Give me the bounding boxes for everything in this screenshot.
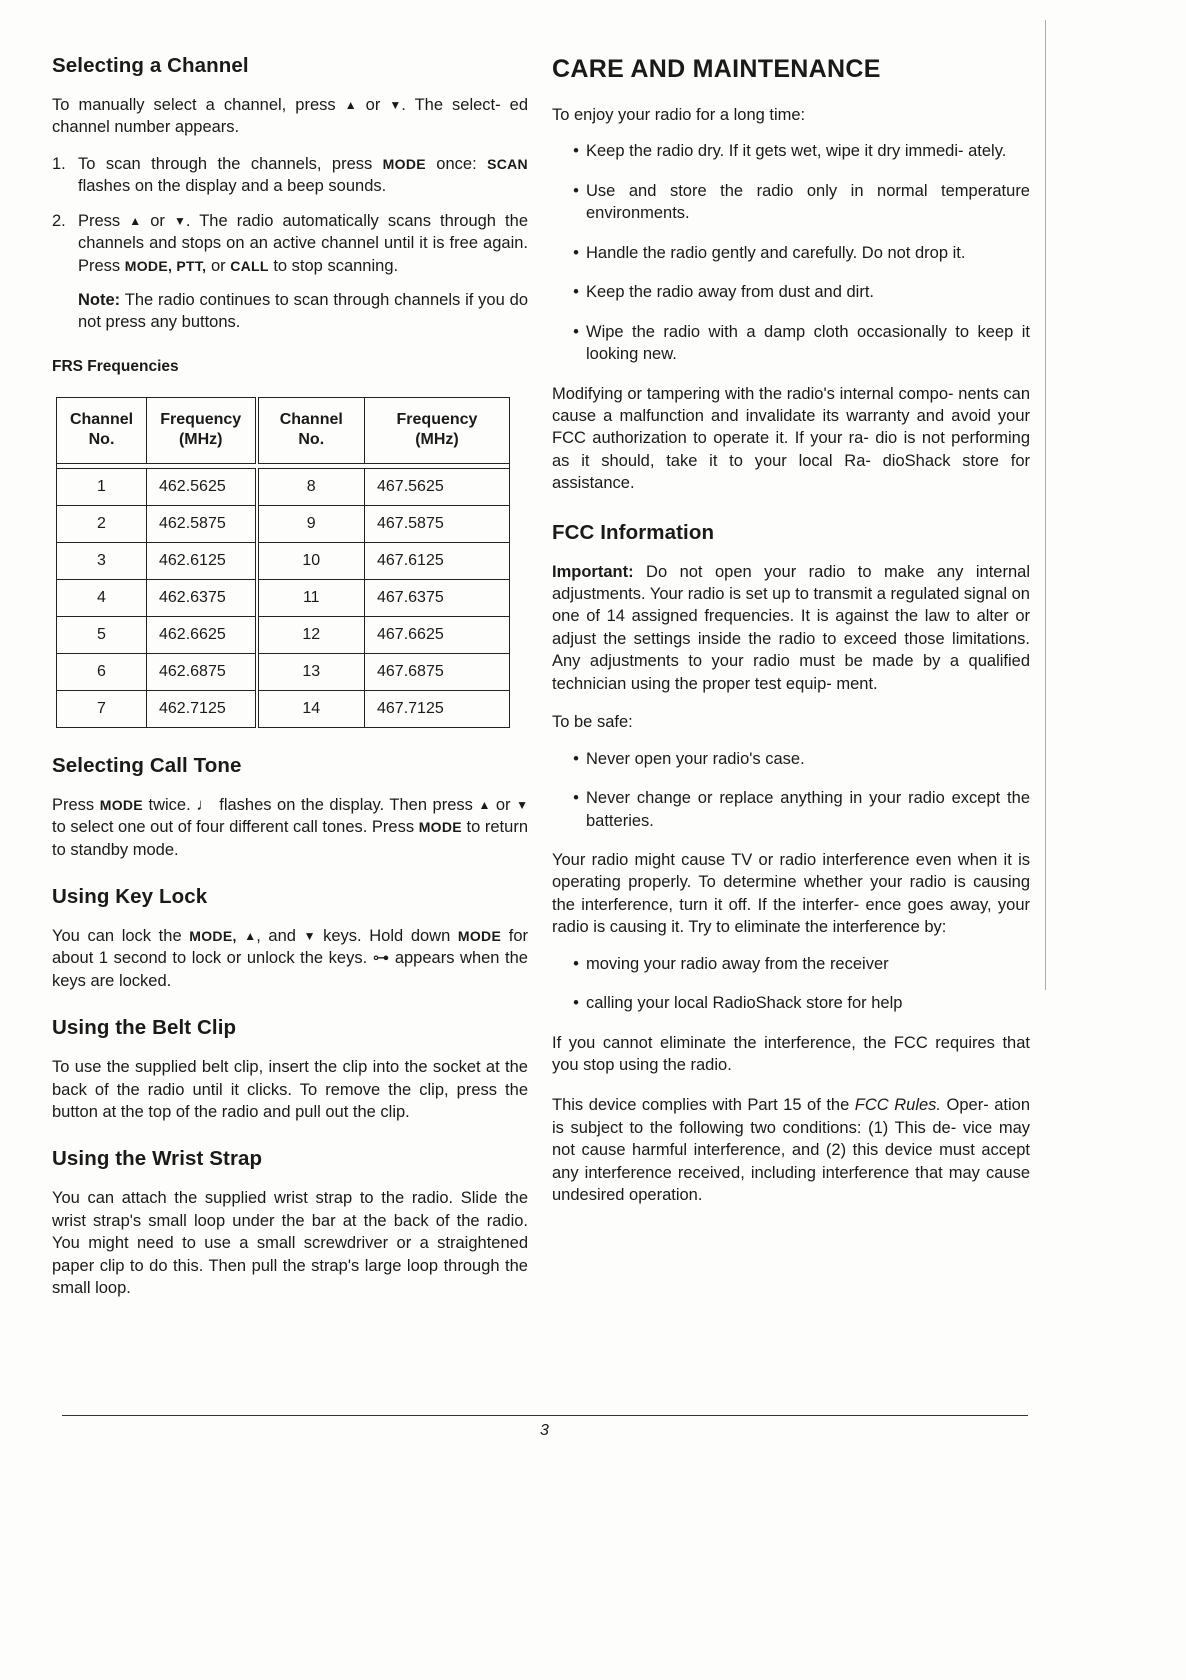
wrist-strap-text: You can attach the supplied wrist strap to the radio. Slide the wrist strap's small loop under the bar at the back of the radio. You might need to use a small screwdriver or a straightened paper clip to do this. Then pull the strap's large loop through the small loop. bbox=[52, 1189, 528, 1298]
fcc-safe-intro: To be safe: bbox=[552, 713, 633, 732]
frequency-cell: 462.6375 bbox=[147, 579, 257, 616]
list-item: • moving your radio away from the receiver bbox=[552, 953, 1030, 975]
bullet-icon: • bbox=[573, 322, 579, 341]
channel-cell: 9 bbox=[257, 505, 365, 542]
channel-cell: 6 bbox=[57, 653, 147, 690]
list-item: • calling your local RadioShack store for help bbox=[552, 992, 1030, 1014]
key-lock-text: You can lock the MODE, ▲, and ▼ keys. Hold down MODE for about 1 second to lock or unlock the keys. ⊶ appears when the keys are locked. bbox=[52, 926, 529, 990]
care-bullet-list bbox=[552, 140, 1030, 365]
bullet-icon: • bbox=[573, 142, 579, 161]
scan-display-label: SCAN bbox=[487, 155, 528, 172]
frequency-cell: 467.6875 bbox=[365, 653, 510, 690]
call-tone-heading: Selecting Call Tone bbox=[52, 753, 242, 777]
channel-cell: 10 bbox=[257, 542, 365, 579]
fcc-heading: FCC Information bbox=[552, 520, 715, 544]
safe-bullet-list bbox=[552, 748, 1030, 832]
bullet-icon: • bbox=[573, 749, 579, 768]
wrist-strap-section bbox=[52, 1145, 528, 1299]
care-heading: CARE AND MAINTENANCE bbox=[552, 55, 881, 83]
down-arrow-icon: ▼ bbox=[389, 97, 402, 112]
bullet-icon: • bbox=[573, 789, 579, 808]
list-item: • Handle the radio gently and carefully. Do not drop it. bbox=[552, 242, 1030, 264]
belt-clip-section bbox=[52, 1014, 528, 1123]
call-tone-text: Press MODE twice. ♩ flashes on the display. Then press ▲ or ▼ to select one out of four different call tones. Press MODE to return to standby mode. bbox=[52, 795, 528, 859]
list-item: • Wipe the radio with a damp cloth occasionally to keep it looking new. bbox=[552, 321, 1030, 366]
mode-key-label: MODE bbox=[382, 155, 426, 172]
scan-note: Note: The radio continues to scan through channels if you do not press any buttons. bbox=[78, 290, 528, 332]
fcc-cannot: If you cannot eliminate the interference, the FCC requires that you stop using the radio. bbox=[552, 1033, 1030, 1074]
frequency-cell: 462.5875 bbox=[147, 505, 257, 542]
channel-cell: 12 bbox=[257, 616, 365, 653]
key-lock-heading: Using Key Lock bbox=[52, 885, 208, 909]
fix-bullet-list bbox=[552, 953, 1030, 1015]
bullet-icon: • bbox=[573, 181, 579, 200]
bullet-icon: • bbox=[573, 283, 579, 302]
right-column bbox=[552, 52, 1030, 1221]
channel-cell: 5 bbox=[57, 616, 147, 653]
channel-cell: 11 bbox=[257, 579, 365, 616]
table-row bbox=[57, 542, 510, 579]
left-column bbox=[52, 52, 528, 1314]
list-item: 2. Press ▲ or ▼. The radio automatically scans through the channels and stops on an active channel until it is free again. Press MODE, PTT, or CALL to stop scanning. bbox=[52, 211, 528, 275]
down-arrow-icon: ▼ bbox=[303, 928, 316, 943]
bullet-icon: • bbox=[573, 994, 579, 1013]
frequency-cell: 467.6375 bbox=[365, 579, 510, 616]
list-item: • Never open your radio's case. bbox=[552, 748, 1030, 770]
stop-keys-label: MODE, PTT, bbox=[124, 257, 207, 274]
table-row bbox=[57, 505, 510, 542]
down-arrow-icon: ▼ bbox=[516, 797, 528, 812]
channel-cell: 1 bbox=[57, 468, 147, 505]
frequency-cell: 467.5875 bbox=[365, 505, 510, 542]
wrist-strap-heading: Using the Wrist Strap bbox=[52, 1147, 263, 1171]
list-item: 1. To scan through the channels, press MODE once: SCAN flashes on the display and a beep sounds. bbox=[52, 154, 528, 196]
bullet-icon: • bbox=[573, 243, 579, 262]
frequency-cell: 462.6875 bbox=[147, 653, 257, 690]
channel-cell: 2 bbox=[57, 505, 147, 542]
care-section bbox=[552, 52, 1030, 495]
up-arrow-icon: ▲ bbox=[344, 97, 357, 112]
list-item: • Keep the radio dry. If it gets wet, wipe it dry immedi- ately. bbox=[552, 140, 1030, 162]
bullet-icon: • bbox=[573, 954, 579, 973]
frequency-cell: 467.6625 bbox=[365, 616, 510, 653]
up-arrow-icon: ▲ bbox=[478, 797, 491, 812]
fcc-interference: Your radio might cause TV or radio interference even when it is operating properly. To determine whether your radio is causing the interference, turn it off. If the interfer- ence goes away, your radio is causing it. Try to eliminate the interference by: bbox=[552, 850, 1030, 937]
channel-cell: 8 bbox=[257, 468, 365, 505]
table-header-row: Channel No. Frequency (MHz) Channel No. Frequency (MHz) bbox=[57, 397, 510, 463]
selecting-channel-section bbox=[52, 52, 528, 334]
table-row bbox=[57, 579, 510, 616]
list-item: • Never change or replace anything in your radio except the batteries. bbox=[552, 787, 1030, 832]
fcc-section bbox=[552, 519, 1030, 1207]
belt-clip-text: To use the supplied belt clip, insert the clip into the socket at the back of the radio until it clicks. To remove the clip, press the button at the top of the radio and pull out the clip. bbox=[52, 1058, 528, 1122]
down-arrow-icon: ▼ bbox=[173, 213, 186, 228]
care-intro: To enjoy your radio for a long time: bbox=[552, 106, 806, 124]
up-arrow-icon: ▲ bbox=[244, 928, 257, 943]
care-warning: Modifying or tampering with the radio's internal compo- nents can cause a malfunction and invalidate its warranty and avoid your FCC authorization to operate it. If your ra- dio is not performing as it should, take it to your local Ra- dioShack store for assistance. bbox=[552, 384, 1030, 493]
table-row bbox=[57, 616, 510, 653]
frequency-cell: 467.7125 bbox=[365, 690, 510, 727]
music-note-icon: ♩ bbox=[196, 795, 214, 814]
table-row bbox=[57, 653, 510, 690]
channel-cell: 14 bbox=[257, 690, 365, 727]
selecting-channel-intro: To manually select a channel, press ▲ or ▼. The select- ed channel number appears. bbox=[52, 95, 529, 137]
channel-cell: 13 bbox=[257, 653, 365, 690]
frequency-cell: 462.6625 bbox=[147, 616, 257, 653]
frs-frequency-table bbox=[56, 397, 510, 728]
table-row bbox=[57, 468, 510, 505]
key-lock-section bbox=[52, 883, 528, 992]
up-arrow-icon: ▲ bbox=[129, 213, 142, 228]
page-number: 3 bbox=[540, 1422, 549, 1439]
channel-cell: 7 bbox=[57, 690, 147, 727]
fcc-important: Important: Do not open your radio to make any internal adjustments. Your radio is set up to transmit a regulated signal on one of 14 assigned frequencies. It is against the law to alter or adjust the settings inside the radio to exceed those limitations. Any adjustments to your radio must be made by a qualified technician using the proper test equip- ment. bbox=[552, 562, 1030, 693]
key-lock-icon: ⊶ bbox=[372, 949, 390, 968]
footer-rule bbox=[62, 1415, 1028, 1416]
belt-clip-heading: Using the Belt Clip bbox=[52, 1016, 237, 1040]
scan-steps-list bbox=[52, 153, 528, 277]
fcc-comply: This device complies with Part 15 of the FCC Rules. Oper- ation is subject to the following two conditions: (1) This de- vice may not cause harmful interference, and (2) this device must accept any interference received, including interference that may cause undesired operation. bbox=[552, 1096, 1031, 1205]
scan-edge-line bbox=[1045, 20, 1046, 990]
call-key-label: CALL bbox=[230, 257, 269, 274]
channel-cell: 3 bbox=[57, 542, 147, 579]
frequency-cell: 462.7125 bbox=[147, 690, 257, 727]
list-item: • Keep the radio away from dust and dirt. bbox=[552, 281, 1030, 303]
frequency-cell: 462.6125 bbox=[147, 542, 257, 579]
call-tone-section bbox=[52, 752, 528, 861]
channel-cell: 4 bbox=[57, 579, 147, 616]
frs-table-title: FRS Frequencies bbox=[52, 357, 179, 375]
frequency-cell: 467.5625 bbox=[365, 468, 510, 505]
frequency-cell: 467.6125 bbox=[365, 542, 510, 579]
frequency-cell: 462.5625 bbox=[147, 468, 257, 505]
selecting-channel-heading: Selecting a Channel bbox=[52, 54, 249, 77]
table-row bbox=[57, 690, 510, 727]
list-item: • Use and store the radio only in normal temperature environments. bbox=[552, 180, 1030, 225]
